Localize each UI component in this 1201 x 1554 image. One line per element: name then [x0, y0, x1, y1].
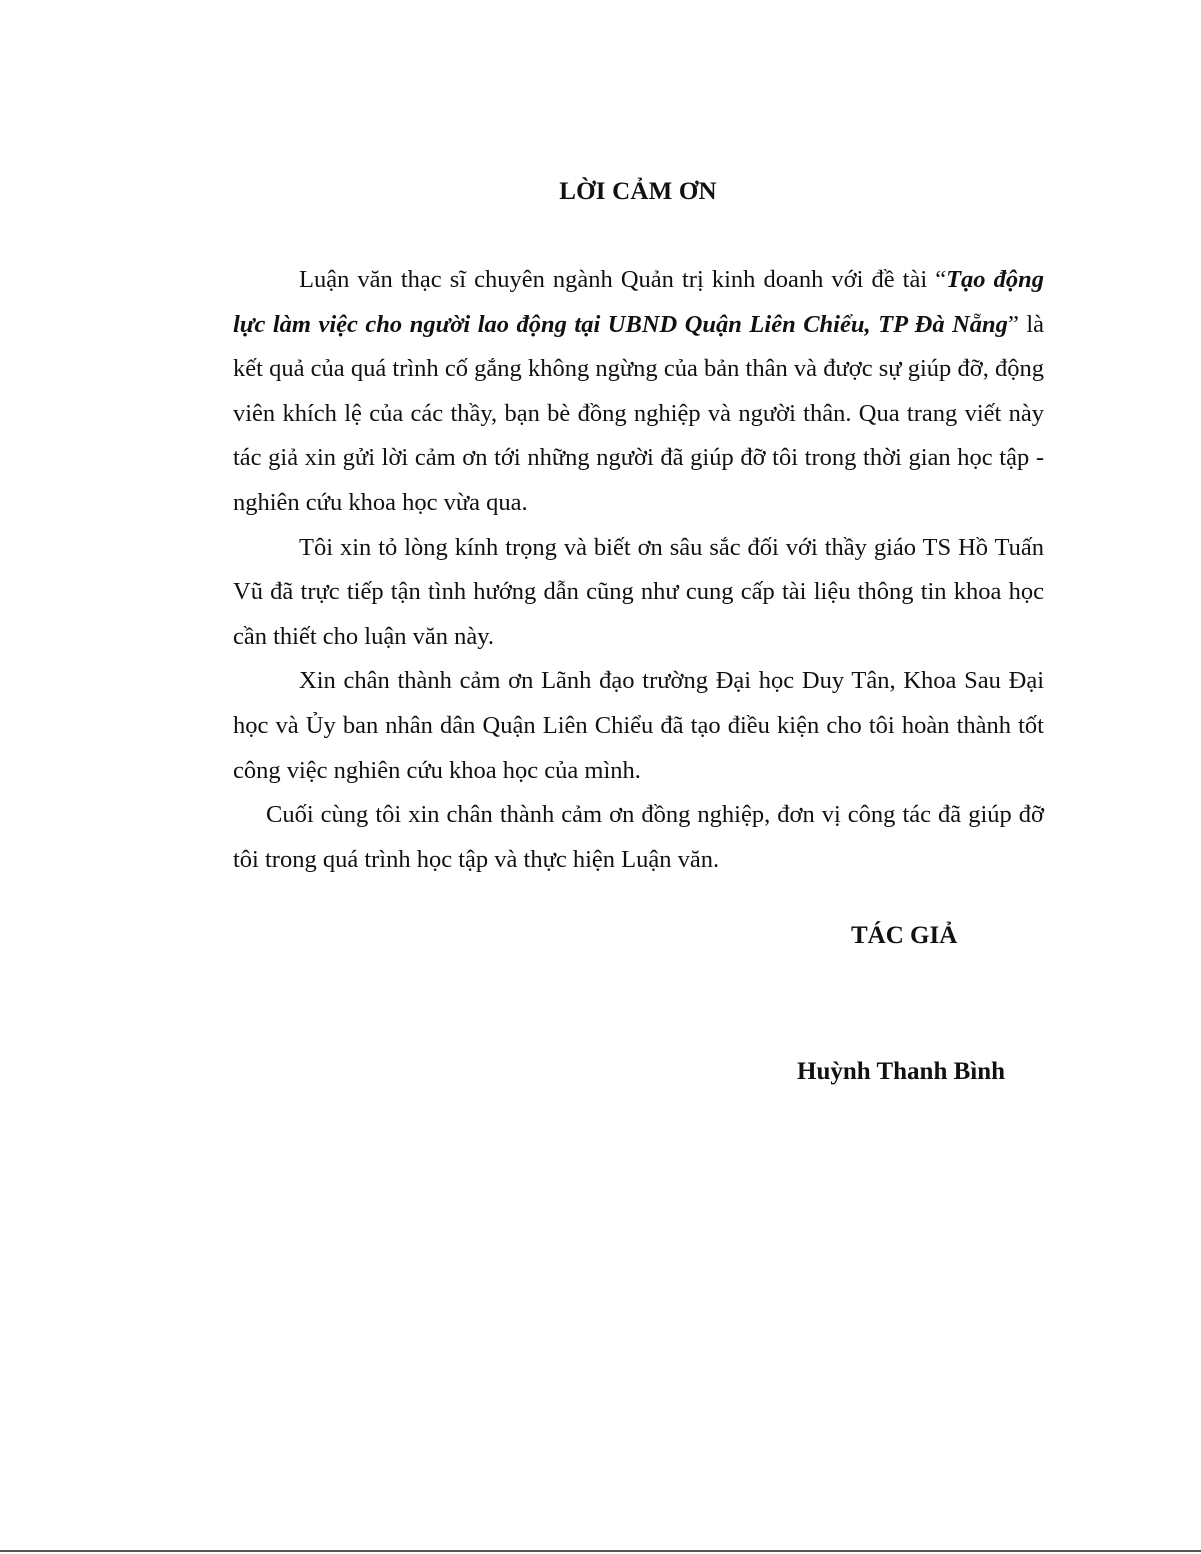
paragraph-colleagues: Cuối cùng tôi xin chân thành cảm ơn đồng nghiệp, đơn vị công tác đã giúp đỡ tôi trong quá trình học tập và thực hiện Luận văn.: [233, 801, 1044, 873]
page-title: LỜI CẢM ƠN: [559, 178, 717, 205]
signature-label: TÁC GIẢ: [851, 922, 958, 949]
paragraph-advisor: Tôi xin tỏ lòng kính trọng và biết ơn sâu sắc đối với thầy giáo TS Hồ Tuấn Vũ đã trực tiếp tận tình hướng dẫn cũng như cung cấp tài liệu thông tin khoa học cần thiết cho luận văn này.: [233, 533, 1044, 650]
paragraph-intro-lead: Luận văn thạc sĩ chuyên ngành Quản trị kinh doanh với đề tài “: [299, 266, 947, 293]
paragraph-institution: Xin chân thành cảm ơn Lãnh đạo trường Đại học Duy Tân, Khoa Sau Đại học và Ủy ban nhân dân Quận Liên Chiểu đã tạo điều kiện cho tôi hoàn thành tốt công việc nghiên cứu khoa học của mình.: [233, 667, 1044, 784]
paragraph-intro-rest: ” là kết quả của quá trình cố gắng không ngừng của bản thân và được sự giúp đỡ, động viên khích lệ của các thầy, bạn bè đồng nghiệp và người thân. Qua trang viết này tác giả xin gửi lời cảm ơn tới những người đã giúp đỡ tôi trong thời gian học tập - nghiên cứu khoa học vừa qua.: [233, 310, 1045, 516]
paragraph-intro: [233, 258, 1044, 526]
acknowledgement-body: [233, 258, 1044, 882]
thesis-title: Tạo động lực làm việc cho người lao động tại UBND Quận Liên Chiểu, TP Đà Nẵng: [233, 266, 1044, 338]
author-name: Huỳnh Thanh Bình: [797, 1058, 1006, 1085]
page-bottom-rule: [0, 1550, 1201, 1552]
